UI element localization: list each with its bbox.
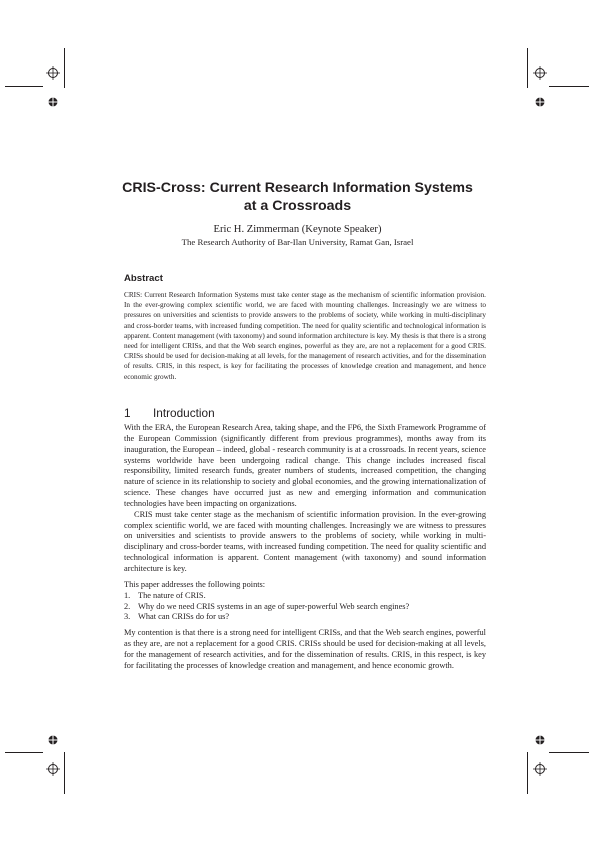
list-item [124,591,486,602]
list-item [124,602,486,613]
registration-mark-icon [46,95,60,109]
registration-mark-icon [533,762,547,776]
crop-line [527,48,528,88]
author: Eric H. Zimmerman (Keynote Speaker) [213,224,382,235]
paper-title: CRIS-Cross: Current Research Information Systems at a Crossroads [122,180,473,214]
crop-line [549,86,589,87]
section-body [124,423,486,672]
crop-line [5,86,43,87]
list-number: 1. [124,590,131,600]
list-number: 2. [124,601,131,611]
list-text: The nature of CRIS. [138,590,206,600]
crop-line [549,752,589,753]
registration-mark-icon [46,762,60,776]
paragraph: My contention is that there is a strong need for intelligent CRISs, and that the Web search engines, powerful as they are, are not a replacement for a good CRIS. CRISs should be used for decision-making at all levels, for the management of research activities, and for the dissemination of results. CRIS, in this respect, is key for facilitating the processes of knowledge creation and management, and hence economic growth. [124,628,486,670]
abstract-text: CRIS: Current Research Information Systems must take center stage as the mechanism of scientific information provision. In the ever-growing complex scientific world, we are faced with mounting challenges. Increasingly we are witness to pressures on universities and scientists to provide answers to the problems of society, while working in multi-disciplinary and cross-border teams, with increased funding competition. The need for quality scientific and technological information is apparent. Content management (with taxonomy) and sound information architecture is key. My thesis is that there is a strong need for intelligent CRISs, and that the Web search engines, powerful as they are, are not a replacement for a good CRIS. CRISs should be used for decision-making at all levels, for the management of research activities, and for the dissemination of results. CRIS, in this respect, is key for facilitating the processes of knowledge creation and management, and hence economic growth. [124,291,486,381]
list-number: 3. [124,612,131,622]
crop-line [64,48,65,88]
registration-mark-icon [533,95,547,109]
abstract-heading: Abstract [124,273,163,284]
paragraph: With the ERA, the European Research Area, taking shape, and the FP6, the Sixth Framework Programme of the European Commission (significantly different from previous programmes), months away from its inauguration, the European – indeed, global - research community is at a crossroads. In recent years, science systems worldwide have been undergoing radical change. This change includes increased fiscal responsibility, limited research funds, greater numbers of students, increased competition, the changing nature of science in its relationship to society and global economies, and the growing internationalization of science. These changes have occurred just as new and emerging information and communication technologies have been impacting on organizations. [124,423,486,508]
registration-mark-icon [46,66,60,80]
registration-mark-icon [533,66,547,80]
paragraph: This paper addresses the following points: [124,579,266,589]
registration-mark-icon [533,733,547,747]
list-item [124,612,486,623]
section-number: 1 [124,406,131,420]
list-text: Why do we need CRIS systems in an age of super-powerful Web search engines? [138,601,410,611]
affiliation: The Research Authority of Bar-Ilan University, Ramat Gan, Israel [181,237,414,247]
crop-line [527,752,528,794]
registration-mark-icon [46,733,60,747]
section-heading [124,406,215,420]
list-text: What can CRISs do for us? [138,612,230,622]
section-title: Introduction [153,406,215,420]
crop-line [5,752,43,753]
points-list [124,591,486,624]
crop-line [64,752,65,794]
paragraph: CRIS must take center stage as the mechanism of scientific information provision. In the ever-growing complex scientific world, we are faced with mounting challenges. Increasingly we are witness to pressures on universities and scientists to provide answers to the problems of society, while working in multi-disciplinary and cross-border teams, with increased funding competition. The need for quality scientific and technological information is apparent. Content management (with taxonomy) and sound information architecture is key. [124,509,486,573]
